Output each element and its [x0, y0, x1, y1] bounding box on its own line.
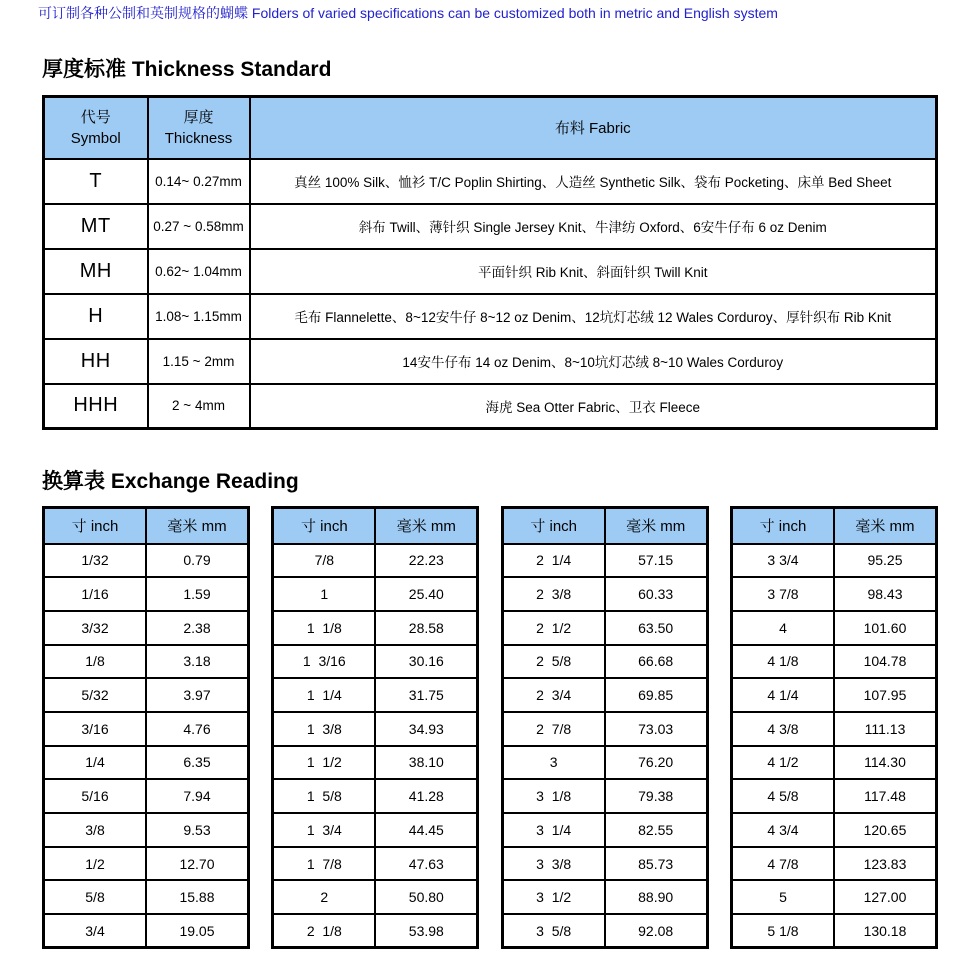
symbol-cell: T — [44, 159, 148, 204]
exchange-row — [273, 880, 478, 914]
thickness-cell: 1.15 ~ 2mm — [148, 339, 250, 384]
exchange-table-body — [273, 544, 478, 948]
fabric-cell: 斜布 Twill、薄针织 Single Jersey Knit、牛津纺 Oxford、6安牛仔布 6 oz Denim — [250, 204, 937, 249]
thickness-cell: 0.62~ 1.04mm — [148, 249, 250, 294]
thickness-row — [44, 294, 937, 339]
mm-cell: 57.15 — [605, 544, 708, 578]
inch-cell: 5/16 — [44, 779, 147, 813]
fabric-cell: 14安牛仔布 14 oz Denim、8~10坑灯芯绒 8~10 Wales Corduroy — [250, 339, 937, 384]
symbol-cell: HHH — [44, 384, 148, 429]
exchange-row — [273, 577, 478, 611]
exchange-row — [502, 880, 707, 914]
exchange-row — [731, 779, 936, 813]
exchange-header-row — [502, 508, 707, 544]
exchange-row — [273, 914, 478, 948]
inch-cell: 3/8 — [44, 813, 147, 847]
exchange-row — [502, 611, 707, 645]
inch-cell: 5/32 — [44, 678, 147, 712]
exchange-row — [44, 645, 249, 679]
symbol-column-header — [44, 97, 148, 159]
inch-cell: 1 5/8 — [273, 779, 376, 813]
exchange-table-body — [731, 544, 936, 948]
mm-cell: 117.48 — [834, 779, 937, 813]
inch-cell: 5/8 — [44, 880, 147, 914]
inch-cell: 4 3/8 — [731, 712, 834, 746]
inch-column-header: 寸 inch — [44, 508, 147, 544]
inch-cell: 2 1/8 — [273, 914, 376, 948]
exchange-table-1 — [42, 506, 250, 949]
inch-cell: 1/8 — [44, 645, 147, 679]
mm-cell: 120.65 — [834, 813, 937, 847]
mm-cell: 104.78 — [834, 645, 937, 679]
mm-cell: 127.00 — [834, 880, 937, 914]
thickness-cell: 0.27 ~ 0.58mm — [148, 204, 250, 249]
exchange-row — [731, 746, 936, 780]
mm-cell: 6.35 — [146, 746, 249, 780]
exchange-row — [44, 847, 249, 881]
exchange-row — [273, 678, 478, 712]
inch-cell: 5 — [731, 880, 834, 914]
thickness-row — [44, 384, 937, 429]
mm-cell: 7.94 — [146, 779, 249, 813]
thickness-header-row — [44, 97, 937, 159]
mm-cell: 73.03 — [605, 712, 708, 746]
symbol-header-zh: 代号 — [80, 108, 111, 126]
mm-column-header: 毫米 mm — [605, 508, 708, 544]
mm-cell: 107.95 — [834, 678, 937, 712]
mm-cell: 0.79 — [146, 544, 249, 578]
mm-cell: 114.30 — [834, 746, 937, 780]
inch-cell: 2 5/8 — [502, 645, 605, 679]
thickness-cell: 0.14~ 0.27mm — [148, 159, 250, 204]
inch-cell: 1 3/8 — [273, 712, 376, 746]
exchange-row — [44, 746, 249, 780]
exchange-row — [502, 813, 707, 847]
exchange-row — [44, 779, 249, 813]
exchange-row — [273, 611, 478, 645]
fabric-cell: 海虎 Sea Otter Fabric、卫衣 Fleece — [250, 384, 937, 429]
inch-cell: 3 3/4 — [731, 544, 834, 578]
symbol-cell: HH — [44, 339, 148, 384]
inch-cell: 1/32 — [44, 544, 147, 578]
exchange-table-body — [44, 544, 249, 948]
inch-cell: 2 1/4 — [502, 544, 605, 578]
mm-cell: 50.80 — [375, 880, 478, 914]
inch-cell: 3 1/4 — [502, 813, 605, 847]
exchange-row — [502, 746, 707, 780]
inch-cell: 7/8 — [273, 544, 376, 578]
exchange-row — [502, 847, 707, 881]
thickness-standard-table — [42, 95, 938, 430]
mm-cell: 82.55 — [605, 813, 708, 847]
exchange-row — [273, 544, 478, 578]
mm-cell: 95.25 — [834, 544, 937, 578]
thickness-row — [44, 249, 937, 294]
mm-cell: 28.58 — [375, 611, 478, 645]
exchange-row — [502, 712, 707, 746]
inch-cell: 4 3/4 — [731, 813, 834, 847]
exchange-reading-title: 换算表 Exchange Reading — [42, 470, 299, 493]
mm-cell: 111.13 — [834, 712, 937, 746]
inch-cell: 1 3/16 — [273, 645, 376, 679]
mm-cell: 76.20 — [605, 746, 708, 780]
inch-column-header: 寸 inch — [502, 508, 605, 544]
inch-cell: 4 1/4 — [731, 678, 834, 712]
thickness-cell: 2 ~ 4mm — [148, 384, 250, 429]
exchange-row — [44, 577, 249, 611]
exchange-row — [44, 914, 249, 948]
mm-cell: 12.70 — [146, 847, 249, 881]
inch-cell: 3 3/8 — [502, 847, 605, 881]
exchange-row — [44, 611, 249, 645]
exchange-row — [502, 577, 707, 611]
thickness-cell: 1.08~ 1.15mm — [148, 294, 250, 339]
mm-cell: 69.85 — [605, 678, 708, 712]
mm-cell: 130.18 — [834, 914, 937, 948]
exchange-table-4 — [730, 506, 938, 949]
symbol-cell: MH — [44, 249, 148, 294]
inch-cell: 1/16 — [44, 577, 147, 611]
exchange-row — [44, 880, 249, 914]
mm-cell: 53.98 — [375, 914, 478, 948]
mm-cell: 98.43 — [834, 577, 937, 611]
mm-column-header: 毫米 mm — [375, 508, 478, 544]
exchange-header-row — [273, 508, 478, 544]
mm-cell: 34.93 — [375, 712, 478, 746]
mm-cell: 41.28 — [375, 779, 478, 813]
exchange-row — [731, 577, 936, 611]
inch-cell: 3/16 — [44, 712, 147, 746]
inch-cell: 1/4 — [44, 746, 147, 780]
exchange-table-3 — [501, 506, 709, 949]
exchange-row — [731, 847, 936, 881]
exchange-row — [731, 712, 936, 746]
mm-cell: 88.90 — [605, 880, 708, 914]
exchange-row — [273, 645, 478, 679]
thickness-row — [44, 339, 937, 384]
mm-cell: 1.59 — [146, 577, 249, 611]
mm-cell: 92.08 — [605, 914, 708, 948]
exchange-row — [273, 746, 478, 780]
mm-cell: 4.76 — [146, 712, 249, 746]
inch-cell: 3 — [502, 746, 605, 780]
exchange-row — [731, 544, 936, 578]
inch-cell: 3 5/8 — [502, 914, 605, 948]
mm-cell: 60.33 — [605, 577, 708, 611]
inch-cell: 1 1/2 — [273, 746, 376, 780]
mm-column-header: 毫米 mm — [834, 508, 937, 544]
exchange-row — [273, 779, 478, 813]
customization-note: 可订制各种公制和英制规格的蝴蝶 Folders of varied specifications can be customized both in metric and English system — [38, 5, 778, 21]
thickness-header-en: Thickness — [164, 129, 233, 147]
exchange-row — [273, 847, 478, 881]
mm-cell: 15.88 — [146, 880, 249, 914]
inch-column-header: 寸 inch — [273, 508, 376, 544]
mm-column-header: 毫米 mm — [146, 508, 249, 544]
thickness-row — [44, 159, 937, 204]
inch-cell: 2 3/4 — [502, 678, 605, 712]
exchange-row — [273, 712, 478, 746]
inch-cell: 2 7/8 — [502, 712, 605, 746]
mm-cell: 101.60 — [834, 611, 937, 645]
inch-cell: 4 1/2 — [731, 746, 834, 780]
mm-cell: 63.50 — [605, 611, 708, 645]
inch-cell: 1 3/4 — [273, 813, 376, 847]
inch-cell: 2 3/8 — [502, 577, 605, 611]
exchange-row — [731, 813, 936, 847]
fabric-cell: 平面针织 Rib Knit、斜面针织 Twill Knit — [250, 249, 937, 294]
mm-cell: 2.38 — [146, 611, 249, 645]
inch-cell: 4 7/8 — [731, 847, 834, 881]
exchange-row — [731, 914, 936, 948]
mm-cell: 44.45 — [375, 813, 478, 847]
symbol-cell: MT — [44, 204, 148, 249]
inch-cell: 1 7/8 — [273, 847, 376, 881]
inch-cell: 2 — [273, 880, 376, 914]
inch-cell: 1 1/4 — [273, 678, 376, 712]
inch-cell: 4 — [731, 611, 834, 645]
inch-cell: 3/4 — [44, 914, 147, 948]
exchange-row — [731, 611, 936, 645]
thickness-standard-title: 厚度标准 Thickness Standard — [42, 58, 332, 81]
exchange-table-body — [502, 544, 707, 948]
inch-cell: 3 1/2 — [502, 880, 605, 914]
mm-cell: 19.05 — [146, 914, 249, 948]
exchange-row — [273, 813, 478, 847]
exchange-row — [44, 712, 249, 746]
mm-cell: 3.97 — [146, 678, 249, 712]
fabric-column-header: 布料 Fabric — [250, 97, 937, 159]
symbol-header-en: Symbol — [70, 129, 121, 147]
exchange-row — [731, 880, 936, 914]
symbol-cell: H — [44, 294, 148, 339]
inch-cell: 1 — [273, 577, 376, 611]
fabric-cell: 真丝 100% Silk、恤衫 T/C Poplin Shirting、人造丝 Synthetic Silk、袋布 Pocketing、床单 Bed Sheet — [250, 159, 937, 204]
exchange-row — [502, 779, 707, 813]
thickness-table-body — [44, 159, 937, 429]
exchange-row — [502, 544, 707, 578]
inch-cell: 1 1/8 — [273, 611, 376, 645]
inch-cell: 4 1/8 — [731, 645, 834, 679]
inch-cell: 3/32 — [44, 611, 147, 645]
mm-cell: 22.23 — [375, 544, 478, 578]
mm-cell: 30.16 — [375, 645, 478, 679]
inch-cell: 5 1/8 — [731, 914, 834, 948]
exchange-tables-row — [42, 506, 938, 949]
mm-cell: 3.18 — [146, 645, 249, 679]
mm-cell: 66.68 — [605, 645, 708, 679]
inch-cell: 3 7/8 — [731, 577, 834, 611]
inch-cell: 1/2 — [44, 847, 147, 881]
thickness-column-header — [148, 97, 250, 159]
exchange-row — [44, 678, 249, 712]
inch-cell: 2 1/2 — [502, 611, 605, 645]
exchange-row — [502, 678, 707, 712]
inch-column-header: 寸 inch — [731, 508, 834, 544]
mm-cell: 9.53 — [146, 813, 249, 847]
exchange-header-row — [44, 508, 249, 544]
mm-cell: 85.73 — [605, 847, 708, 881]
mm-cell: 47.63 — [375, 847, 478, 881]
mm-cell: 31.75 — [375, 678, 478, 712]
inch-cell: 4 5/8 — [731, 779, 834, 813]
exchange-row — [502, 914, 707, 948]
exchange-row — [44, 544, 249, 578]
mm-cell: 25.40 — [375, 577, 478, 611]
mm-cell: 38.10 — [375, 746, 478, 780]
mm-cell: 123.83 — [834, 847, 937, 881]
exchange-row — [44, 813, 249, 847]
fabric-cell: 毛布 Flannelette、8~12安牛仔 8~12 oz Denim、12坑灯芯绒 12 Wales Corduroy、厚针织布 Rib Knit — [250, 294, 937, 339]
thickness-table-header — [44, 97, 937, 159]
exchange-row — [731, 645, 936, 679]
exchange-row — [502, 645, 707, 679]
thickness-row — [44, 204, 937, 249]
exchange-table-2 — [271, 506, 479, 949]
thickness-header-zh: 厚度 — [183, 108, 214, 126]
exchange-header-row — [731, 508, 936, 544]
mm-cell: 79.38 — [605, 779, 708, 813]
inch-cell: 3 1/8 — [502, 779, 605, 813]
exchange-row — [731, 678, 936, 712]
